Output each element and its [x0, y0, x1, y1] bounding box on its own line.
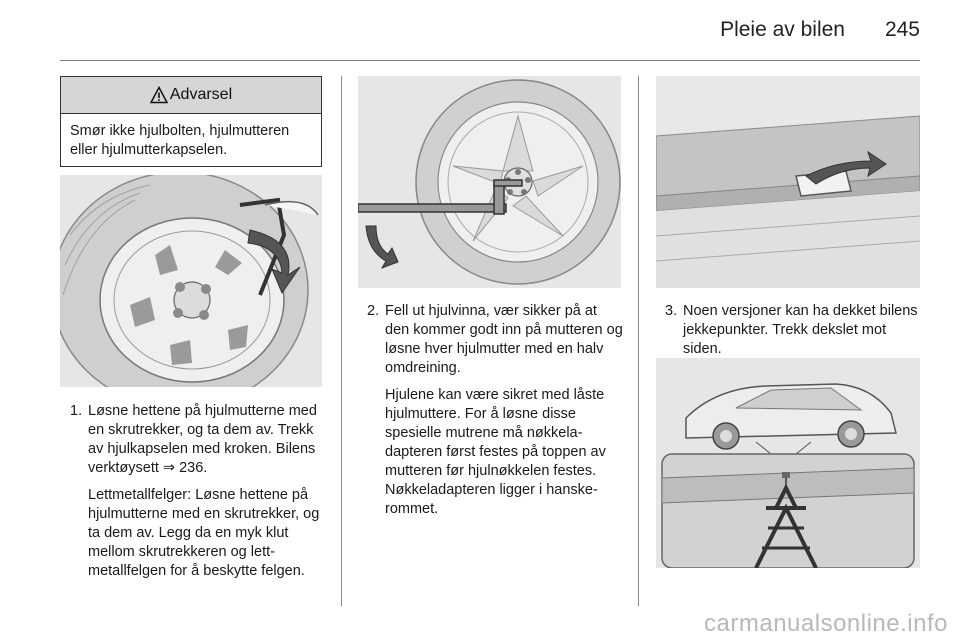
figure-hubcap-removal: [60, 175, 322, 387]
step-paragraph: Løsne hettene på hjulmutterne med en skrutrekker, og ta dem av. Trekk av hjulkapselen med kroken. Bilens verktøysett ⇒ 236.: [88, 403, 317, 476]
running-header-title: Pleie av bilen: [720, 18, 845, 41]
column-divider-2: [638, 76, 639, 606]
figure-jack-point-cover: [656, 76, 920, 288]
figure-car-jack: [656, 358, 920, 568]
step-paragraph: Lettmetallfelger: Løsne hettene på hjulmutterne med en skrutrekker, og ta dem av. Legg da en myk klut mellom skrutrekkeren og lettmetallfelgen for å beskytte felgen.: [88, 487, 320, 579]
step-paragraph: Noen versjoner kan ha dekket bilens jekkepunkter. Trekk dekslet mot siden.: [683, 303, 918, 357]
warning-header: [61, 77, 321, 114]
step-number: 2.: [367, 303, 380, 319]
step-paragraph: Fell ut hjulvinna, vær sikker på at den kommer godt inn på mutteren og løsne hver hjulmutter med en halv omdreining.: [385, 303, 623, 376]
page-number: 245: [884, 18, 920, 41]
step-paragraph: Hjulene kan være sikret med låste hjulmuttere. For å løsne disse spesielle mutrene må nøkkeladapteren først festes på toppen av mutteren før hjulnøkkelen festes. Nøkkeladapteren ligger i hanskerommet.: [385, 387, 606, 517]
warning-triangle-icon: [150, 86, 168, 104]
header-rule: [60, 60, 920, 61]
step-number: 3.: [665, 303, 678, 319]
step-3: [665, 302, 923, 367]
watermark: carmanualsonline.info: [704, 610, 948, 637]
warning-body: Smør ikke hjulbolten, hjulmutteren eller hjulmutterkapselen.: [70, 123, 290, 158]
warning-box: [60, 76, 322, 167]
warning-title: Advarsel: [169, 86, 233, 103]
figure-wheel-wrench: [358, 76, 621, 288]
step-number: 1.: [70, 403, 83, 419]
column-divider-1: [341, 76, 342, 606]
step-1: [70, 402, 328, 589]
step-2: [367, 302, 625, 527]
wrench-shape: [358, 204, 506, 212]
